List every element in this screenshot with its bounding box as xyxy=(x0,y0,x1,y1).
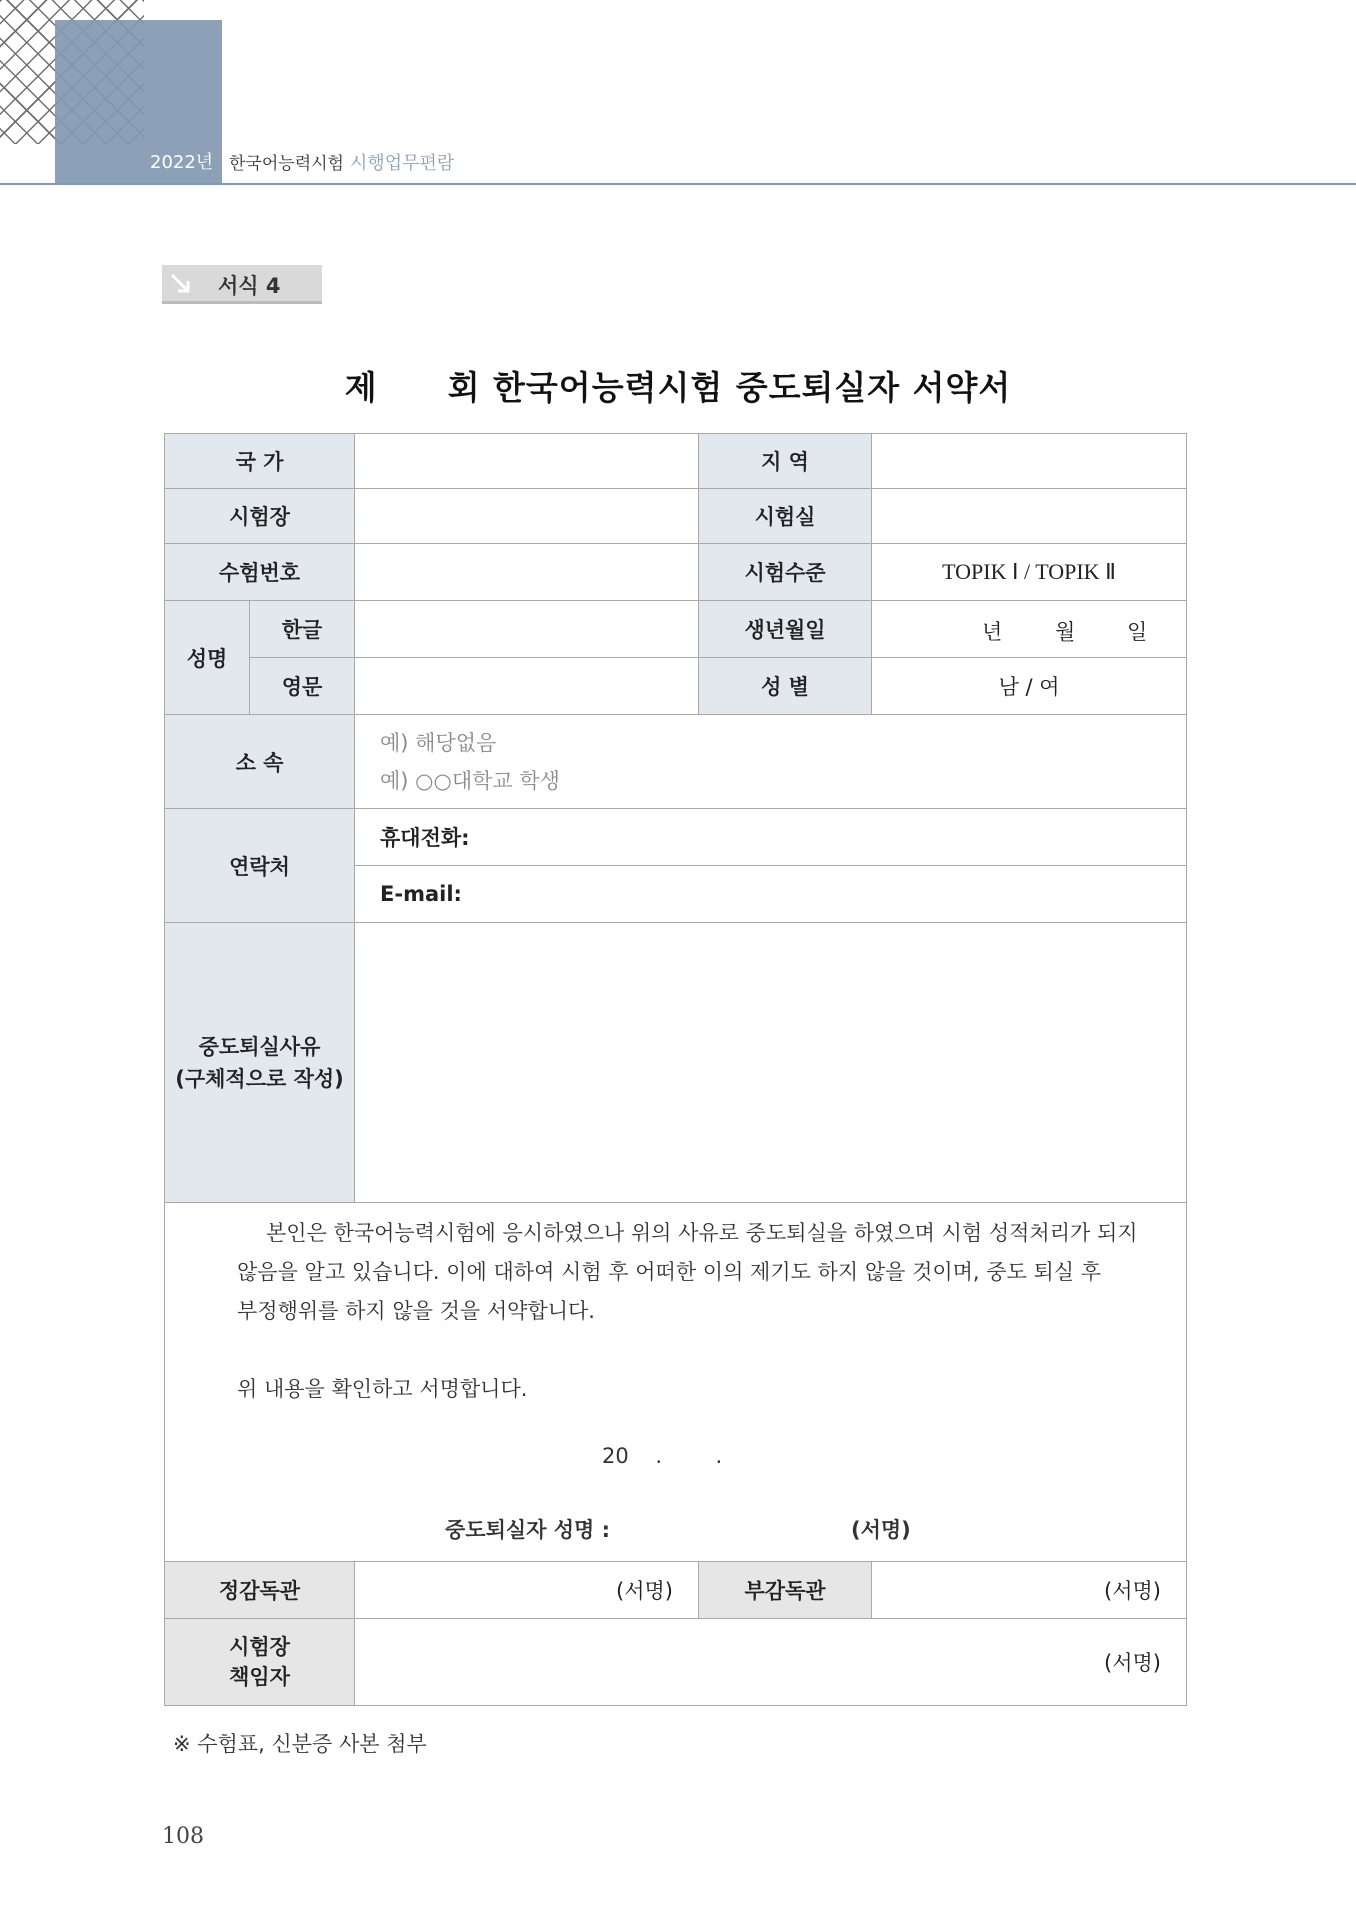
english-name-field[interactable] xyxy=(355,658,699,715)
venue-manager-sign[interactable]: (서명) xyxy=(355,1619,1187,1706)
gender-label: 성 별 xyxy=(699,658,872,715)
pledge-line-2: 않음을 알고 있습니다. 이에 대하여 시험 후 어떠한 이의 제기도 하지 않을 것이며, 중도 퇴실 후 xyxy=(237,1260,1102,1284)
birth-field[interactable] xyxy=(872,601,1187,658)
document-title xyxy=(0,362,1356,409)
chief-proctor-label: 정감독관 xyxy=(165,1562,355,1619)
birth-label: 생년월일 xyxy=(699,601,872,658)
row-name-korean xyxy=(165,601,1187,658)
reason-label-line-2: (구체적으로 작성) xyxy=(175,1066,344,1091)
korean-name-label: 한글 xyxy=(250,601,355,658)
header-rule xyxy=(0,183,1356,185)
footnote: ※ 수험표, 신분증 사본 첨부 xyxy=(173,1732,427,1756)
email-field[interactable]: E-mail: xyxy=(355,866,1187,923)
gender-value[interactable]: 남 / 여 xyxy=(872,658,1187,715)
reason-label xyxy=(165,923,355,1203)
assistant-proctor-sign[interactable]: (서명) xyxy=(872,1562,1187,1619)
exam-number-field[interactable] xyxy=(355,544,699,601)
date-line[interactable]: 20 . . xyxy=(602,1444,723,1468)
arrow-icon xyxy=(170,271,196,297)
row-reason xyxy=(165,923,1187,1203)
title-main: 회 한국어능력시험 중도퇴실자 서약서 xyxy=(447,368,1012,407)
leaver-name-label: 중도퇴실자 성명 : xyxy=(445,1518,611,1542)
name-label: 성명 xyxy=(165,601,250,715)
form-tag xyxy=(162,265,322,304)
exam-number-label: 수험번호 xyxy=(165,544,355,601)
venue-manager-label xyxy=(165,1619,355,1706)
affiliation-example-1: 예) 해당없음 xyxy=(380,730,497,755)
page-number: 108 xyxy=(162,1824,204,1849)
pledge-cell xyxy=(165,1203,1187,1562)
contact-label: 연락처 xyxy=(165,809,355,923)
english-name-label: 영문 xyxy=(250,658,355,715)
birth-day-unit: 일 xyxy=(1127,620,1148,644)
venue-label: 시험장 xyxy=(165,489,355,544)
pledge-line-3: 부정행위를 하지 않을 것을 서약합니다. xyxy=(237,1299,595,1323)
venue-manager-label-line-2: 책임자 xyxy=(229,1665,290,1689)
header-subtitle: 시행업무편람 xyxy=(349,153,455,174)
title-prefix: 제 xyxy=(344,368,378,407)
row-pledge xyxy=(165,1203,1187,1562)
assistant-proctor-label: 부감독관 xyxy=(699,1562,872,1619)
region-field[interactable] xyxy=(872,434,1187,489)
birth-year-unit: 년 xyxy=(982,620,1003,644)
affiliation-label: 소 속 xyxy=(165,715,355,809)
row-name-english xyxy=(165,658,1187,715)
country-label: 국 가 xyxy=(165,434,355,489)
row-phone xyxy=(165,809,1187,866)
korean-name-field[interactable] xyxy=(355,601,699,658)
region-label: 지 역 xyxy=(699,434,872,489)
row-venue xyxy=(165,489,1187,544)
header-title xyxy=(229,149,454,175)
row-proctors xyxy=(165,1562,1187,1619)
row-venue-manager xyxy=(165,1619,1187,1706)
room-field[interactable] xyxy=(872,489,1187,544)
venue-field[interactable] xyxy=(355,489,699,544)
row-affiliation xyxy=(165,715,1187,809)
leaver-signature-mark[interactable]: (서명) xyxy=(851,1518,911,1542)
pledge-line-1: 본인은 한국어능력시험에 응시하였으나 위의 사유로 중도퇴실을 하였으며 시험 성적처리가 되지 xyxy=(266,1221,1138,1245)
level-value[interactable]: TOPIK Ⅰ / TOPIK Ⅱ xyxy=(872,544,1187,601)
birth-month-unit: 월 xyxy=(1055,620,1076,644)
country-field[interactable] xyxy=(355,434,699,489)
phone-field[interactable]: 휴대전화: xyxy=(355,809,1187,866)
affiliation-field[interactable] xyxy=(355,715,1187,809)
row-exam-number xyxy=(165,544,1187,601)
form-tag-label: 서식 4 xyxy=(218,274,281,298)
affiliation-example-2: 예) ○○대학교 학생 xyxy=(380,768,560,793)
header-title-main: 한국어능력시험 xyxy=(229,154,344,174)
level-label: 시험수준 xyxy=(699,544,872,601)
row-country xyxy=(165,434,1187,489)
venue-manager-label-line-1: 시험장 xyxy=(229,1635,290,1659)
pledge-form-table xyxy=(164,433,1187,1706)
reason-label-line-1: 중도퇴실사유 xyxy=(198,1034,321,1059)
confirm-text: 위 내용을 확인하고 서명합니다. xyxy=(237,1377,528,1401)
chief-proctor-sign[interactable]: (서명) xyxy=(355,1562,699,1619)
header-year: 2022년 xyxy=(150,152,214,173)
reason-field[interactable] xyxy=(355,923,1187,1203)
room-label: 시험실 xyxy=(699,489,872,544)
